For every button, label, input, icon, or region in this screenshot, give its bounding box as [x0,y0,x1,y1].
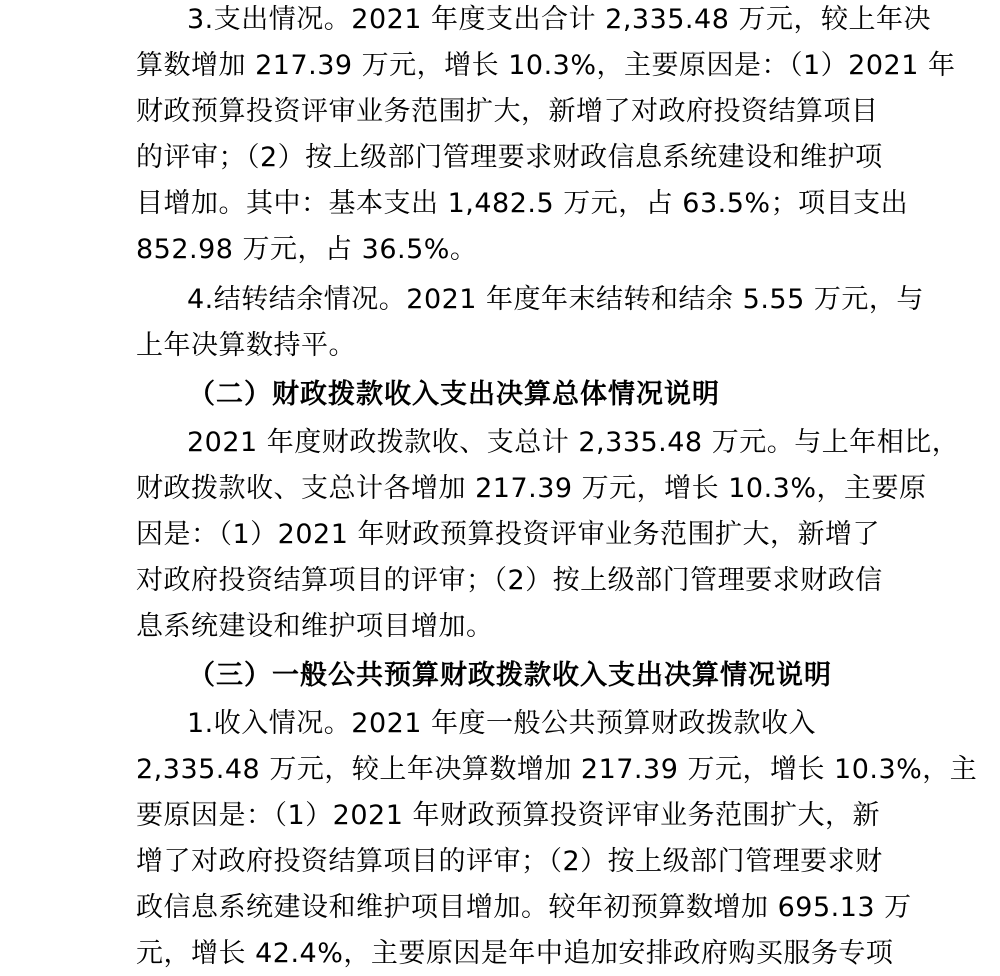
paragraph-fiscal-total-line-3: 因是：（1）2021 年财政预算投资评审业务范围扩大，新增了 [136,519,880,550]
paragraph-income-line-3: 要原因是：（1）2021 年财政预算投资评审业务范围扩大，新 [136,800,880,831]
paragraph-fiscal-total-line-2: 财政拨款收、支总计各增加 217.39 万元，增长 10.3%，主要原 [136,473,927,504]
paragraph-expenditure-line-6: 852.98 万元，占 36.5%。 [136,234,478,265]
section-heading-3: （三）一般公共预算财政拨款收入支出决算情况说明 [188,660,832,691]
section-heading-2: （二）财政拨款收入支出决算总体情况说明 [188,379,720,410]
paragraph-carryover-line-1: 4.结转结余情况。2021 年度年末结转和结余 5.55 万元，与 [187,284,924,315]
paragraph-fiscal-total-line-4: 对政府投资结算项目的评审；（2）按上级部门管理要求财政信 [136,565,883,596]
paragraph-income-line-1: 1.收入情况。2021 年度一般公共预算财政拨款收入 [187,708,817,739]
paragraph-expenditure-line-2: 算数增加 217.39 万元，增长 10.3%，主要原因是：（1）2021 年 [136,50,956,81]
paragraph-income-line-2: 2,335.48 万元，较上年决算数增加 217.39 万元，增长 10.3%，主 [136,754,978,785]
paragraph-carryover-line-2: 上年决算数持平。 [136,330,356,361]
paragraph-expenditure-line-3: 财政预算投资评审业务范围扩大，新增了对政府投资结算项目 [136,96,879,127]
paragraph-income-line-5: 政信息系统建设和维护项目增加。较年初预算数增加 695.13 万 [136,892,912,923]
paragraph-expenditure-line-4: 的评审；（2）按上级部门管理要求财政信息系统建设和维护项 [136,142,883,173]
paragraph-fiscal-total-line-1: 2021 年度财政拨款收、支总计 2,335.48 万元。与上年相比， [187,427,960,458]
paragraph-expenditure-line-1: 3.支出情况。2021 年度支出合计 2,335.48 万元，较上年决 [187,4,931,35]
paragraph-income-line-6: 元，增长 42.4%，主要原因是年中追加安排政府购买服务专项 [136,938,894,969]
paragraph-income-line-4: 增了对政府投资结算项目的评审；（2）按上级部门管理要求财 [136,846,883,877]
paragraph-fiscal-total-line-5: 息系统建设和维护项目增加。 [136,611,494,642]
paragraph-expenditure-line-5: 目增加。其中：基本支出 1,482.5 万元，占 63.5%；项目支出 [136,188,909,219]
